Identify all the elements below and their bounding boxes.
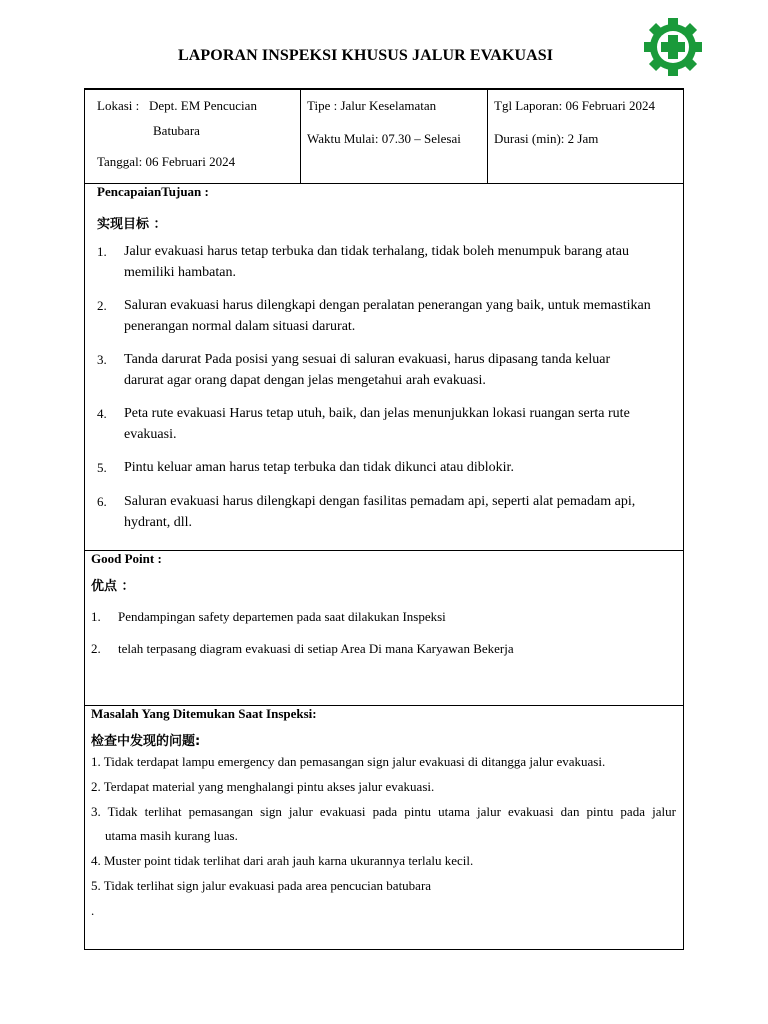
info-header (85, 90, 683, 184)
good-point-num: 2. (91, 641, 101, 656)
durasi-text: Durasi (min): 2 Jam (494, 131, 599, 146)
report-date-cell (487, 90, 683, 183)
tujuan-heading: PencapaianTujuan : (97, 184, 209, 199)
masalah-item: 5. Tidak terlihat sign jalur evakuasi pada area pencucian batubara (91, 878, 432, 893)
good-point-item: Pendampingan safety departemen pada saat dilakukan Inspeksi (118, 609, 446, 624)
waktu-text: Waktu Mulai: 07.30 – Selesai (307, 131, 461, 146)
lokasi-value: Dept. EM Pencucian (149, 98, 257, 113)
masalah-section (85, 705, 683, 950)
masalah-item: 1. Tidak terdapat lampu emergency dan pemasangan sign jalur evakuasi di ditangga jalur evakuasi. (91, 754, 606, 769)
location-cell (85, 90, 301, 183)
good-point-num: 1. (91, 609, 101, 624)
tgl-laporan-text: Tgl Laporan: 06 Februari 2024 (494, 98, 656, 113)
masalah-item: 4. Muster point tidak terlihat dari arah jauh karna ukurannya terlalu kecil. (91, 853, 474, 868)
masalah-item-cont: utama masih kurang luas. (105, 828, 238, 843)
masalah-item: 2. Terdapat material yang menghalangi pintu akses jalur evakuasi. (91, 779, 435, 794)
good-point-heading-cn: 优点 ： (91, 579, 135, 594)
tanggal-text: Tanggal: 06 Februari 2024 (97, 154, 236, 169)
lokasi-label: Lokasi : (97, 98, 140, 113)
masalah-heading: Masalah Yang Ditemukan Saat Inspeksi: (91, 706, 317, 721)
lokasi-value-2: Batubara (153, 123, 200, 138)
masalah-item: 3. Tidak terlihat pemasangan sign jalur evakuasi pada pintu utama jalur evakuasi dan pintu pada jalur (91, 804, 676, 819)
good-point-section (85, 550, 683, 706)
type-cell (300, 90, 488, 183)
masalah-heading-cn: 检查中发现的问题: (91, 734, 201, 749)
masalah-item: . (91, 903, 95, 918)
tujuan-heading-cn: 实现目标 ： (97, 217, 167, 232)
good-point-item: telah terpasang diagram evakuasi di setiap Area Di mana Karyawan Bekerja (118, 641, 514, 656)
safety-cross-gear-icon (644, 18, 702, 76)
page-title: LAPORAN INSPEKSI KHUSUS JALUR EVAKUASI (178, 47, 554, 64)
tipe-text: Tipe : Jalur Keselamatan (307, 98, 437, 113)
report-form (84, 89, 684, 950)
good-point-heading: Good Point : (91, 551, 162, 566)
tujuan-section: PencapaianTujuan : 实现目标 ： 1. Jalur evakuasi harus tetap terbuka dan tidak terhalang, tidak boleh menumpuk barang atau memiliki hambatan. 2. Saluran evakuasi harus dilengkapi dengan peralatan penerangan yang baik, untuk memastikan penerangan normal dalam situasi darurat. 3. Tanda darurat Pada posisi yang sesuai di saluran evakuasi, harus dipasang tanda keluar darurat agar orang dapat dengan jelas mengetahui arah evakuasi. 4. Peta rute evakuasi Harus tetap utuh, baik, dan jelas menunjukkan lokasi ruangan serta rute evakuasi. 5. Pintu keluar aman harus tetap terbuka dan tidak dikunci atau diblokir. 6. Saluran evakuasi harus dilengkapi dengan fasilitas pemadam api, seperti alat pemadam api, hydrant, dll. (85, 183, 683, 551)
